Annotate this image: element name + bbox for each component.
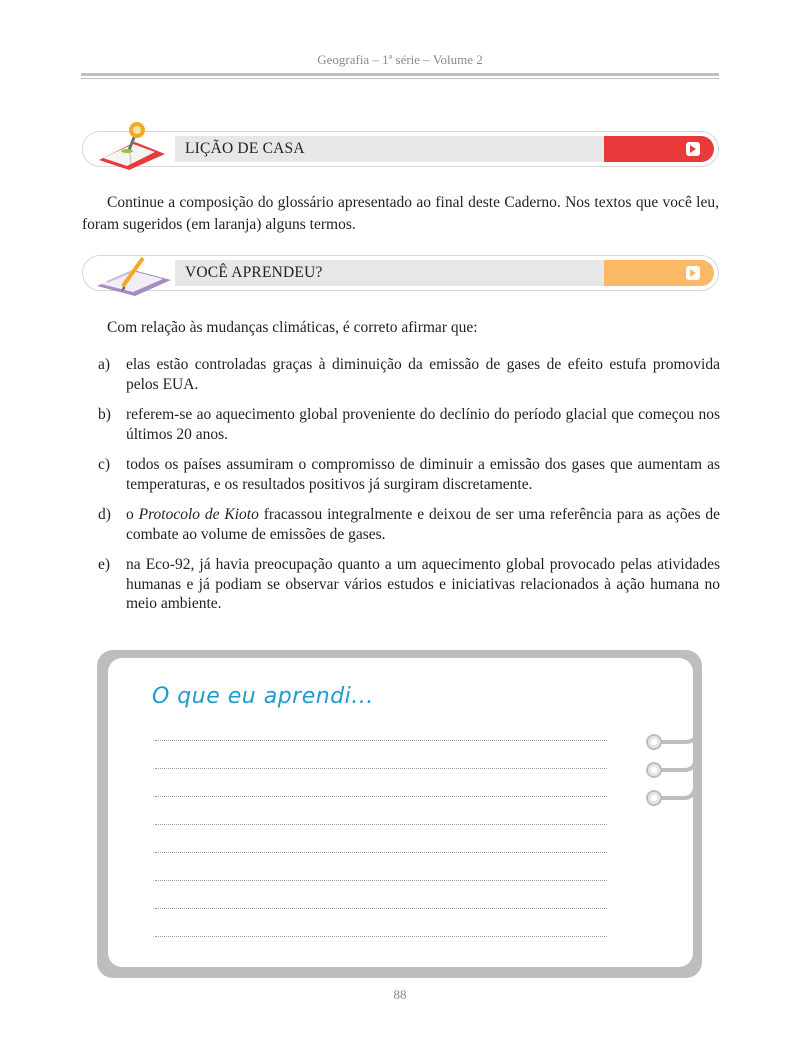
chevron-right-icon: [686, 142, 700, 156]
answer-options: [98, 355, 720, 625]
option-a: a) elas estão controladas graças à diminuição da emissão de gases de efeito estufa promovida pelos EUA.: [98, 356, 720, 393]
writing-line: [155, 908, 607, 909]
writing-line: [155, 796, 607, 797]
writing-line: [155, 768, 607, 769]
homework-tab: [604, 136, 714, 162]
homework-label: LIÇÃO DE CASA: [185, 140, 305, 157]
binder-ring-icon: [647, 756, 696, 777]
option-c: c) todos os países assumiram o compromisso de diminuir a emissão dos gases que aumentam as temperaturas, e os resultados positivos já surgiram discretamente.: [98, 456, 720, 493]
writing-line: [155, 936, 607, 937]
option-b: b) referem-se ao aquecimento global proveniente do declínio do período glacial que começou nos últimos 20 anos.: [98, 406, 720, 443]
notebook-pencil-icon: [93, 252, 173, 298]
writing-line: [155, 740, 607, 741]
chevron-right-icon: [686, 266, 700, 280]
option-d: d) o Protocolo de Kioto fracassou integralmente e deixou de ser uma referência para as ações de combate ao volume de emissões de gases.: [98, 506, 721, 543]
learned-banner: [82, 255, 719, 291]
writing-line: [155, 852, 607, 853]
option-e: e) na Eco-92, já havia preocupação quanto a um aquecimento global provocado pelas atividades humanas e já podiam se observar vários estudos e iniciativas relacionados à ação humana no meio ambiente.: [98, 556, 720, 612]
header-rule: [81, 73, 719, 76]
binder-ring-icon: [647, 734, 696, 749]
learned-label: VOCÊ APRENDEU?: [185, 264, 323, 281]
learned-tab: [604, 260, 714, 286]
desk-lamp-book-icon: [93, 120, 169, 170]
header-rule-thin: [81, 78, 719, 79]
page-number: 88: [393, 987, 407, 1002]
notebook-title: O que eu aprendi...: [152, 684, 374, 709]
question-stem: Com relação às mudanças climáticas, é correto afirmar que:: [107, 319, 478, 336]
writing-line: [155, 880, 607, 881]
homework-banner: [82, 131, 719, 167]
binder-ring-icon: [647, 780, 696, 805]
writing-line: [155, 824, 607, 825]
running-header: Geografia – 1ª série – Volume 2: [317, 52, 483, 67]
binder-rings: [640, 730, 704, 830]
homework-paragraph: Continue a composição do glossário apresentado ao final deste Caderno. Nos textos que você leu, foram sugeridos (em laranja) alguns termos.: [82, 194, 719, 233]
